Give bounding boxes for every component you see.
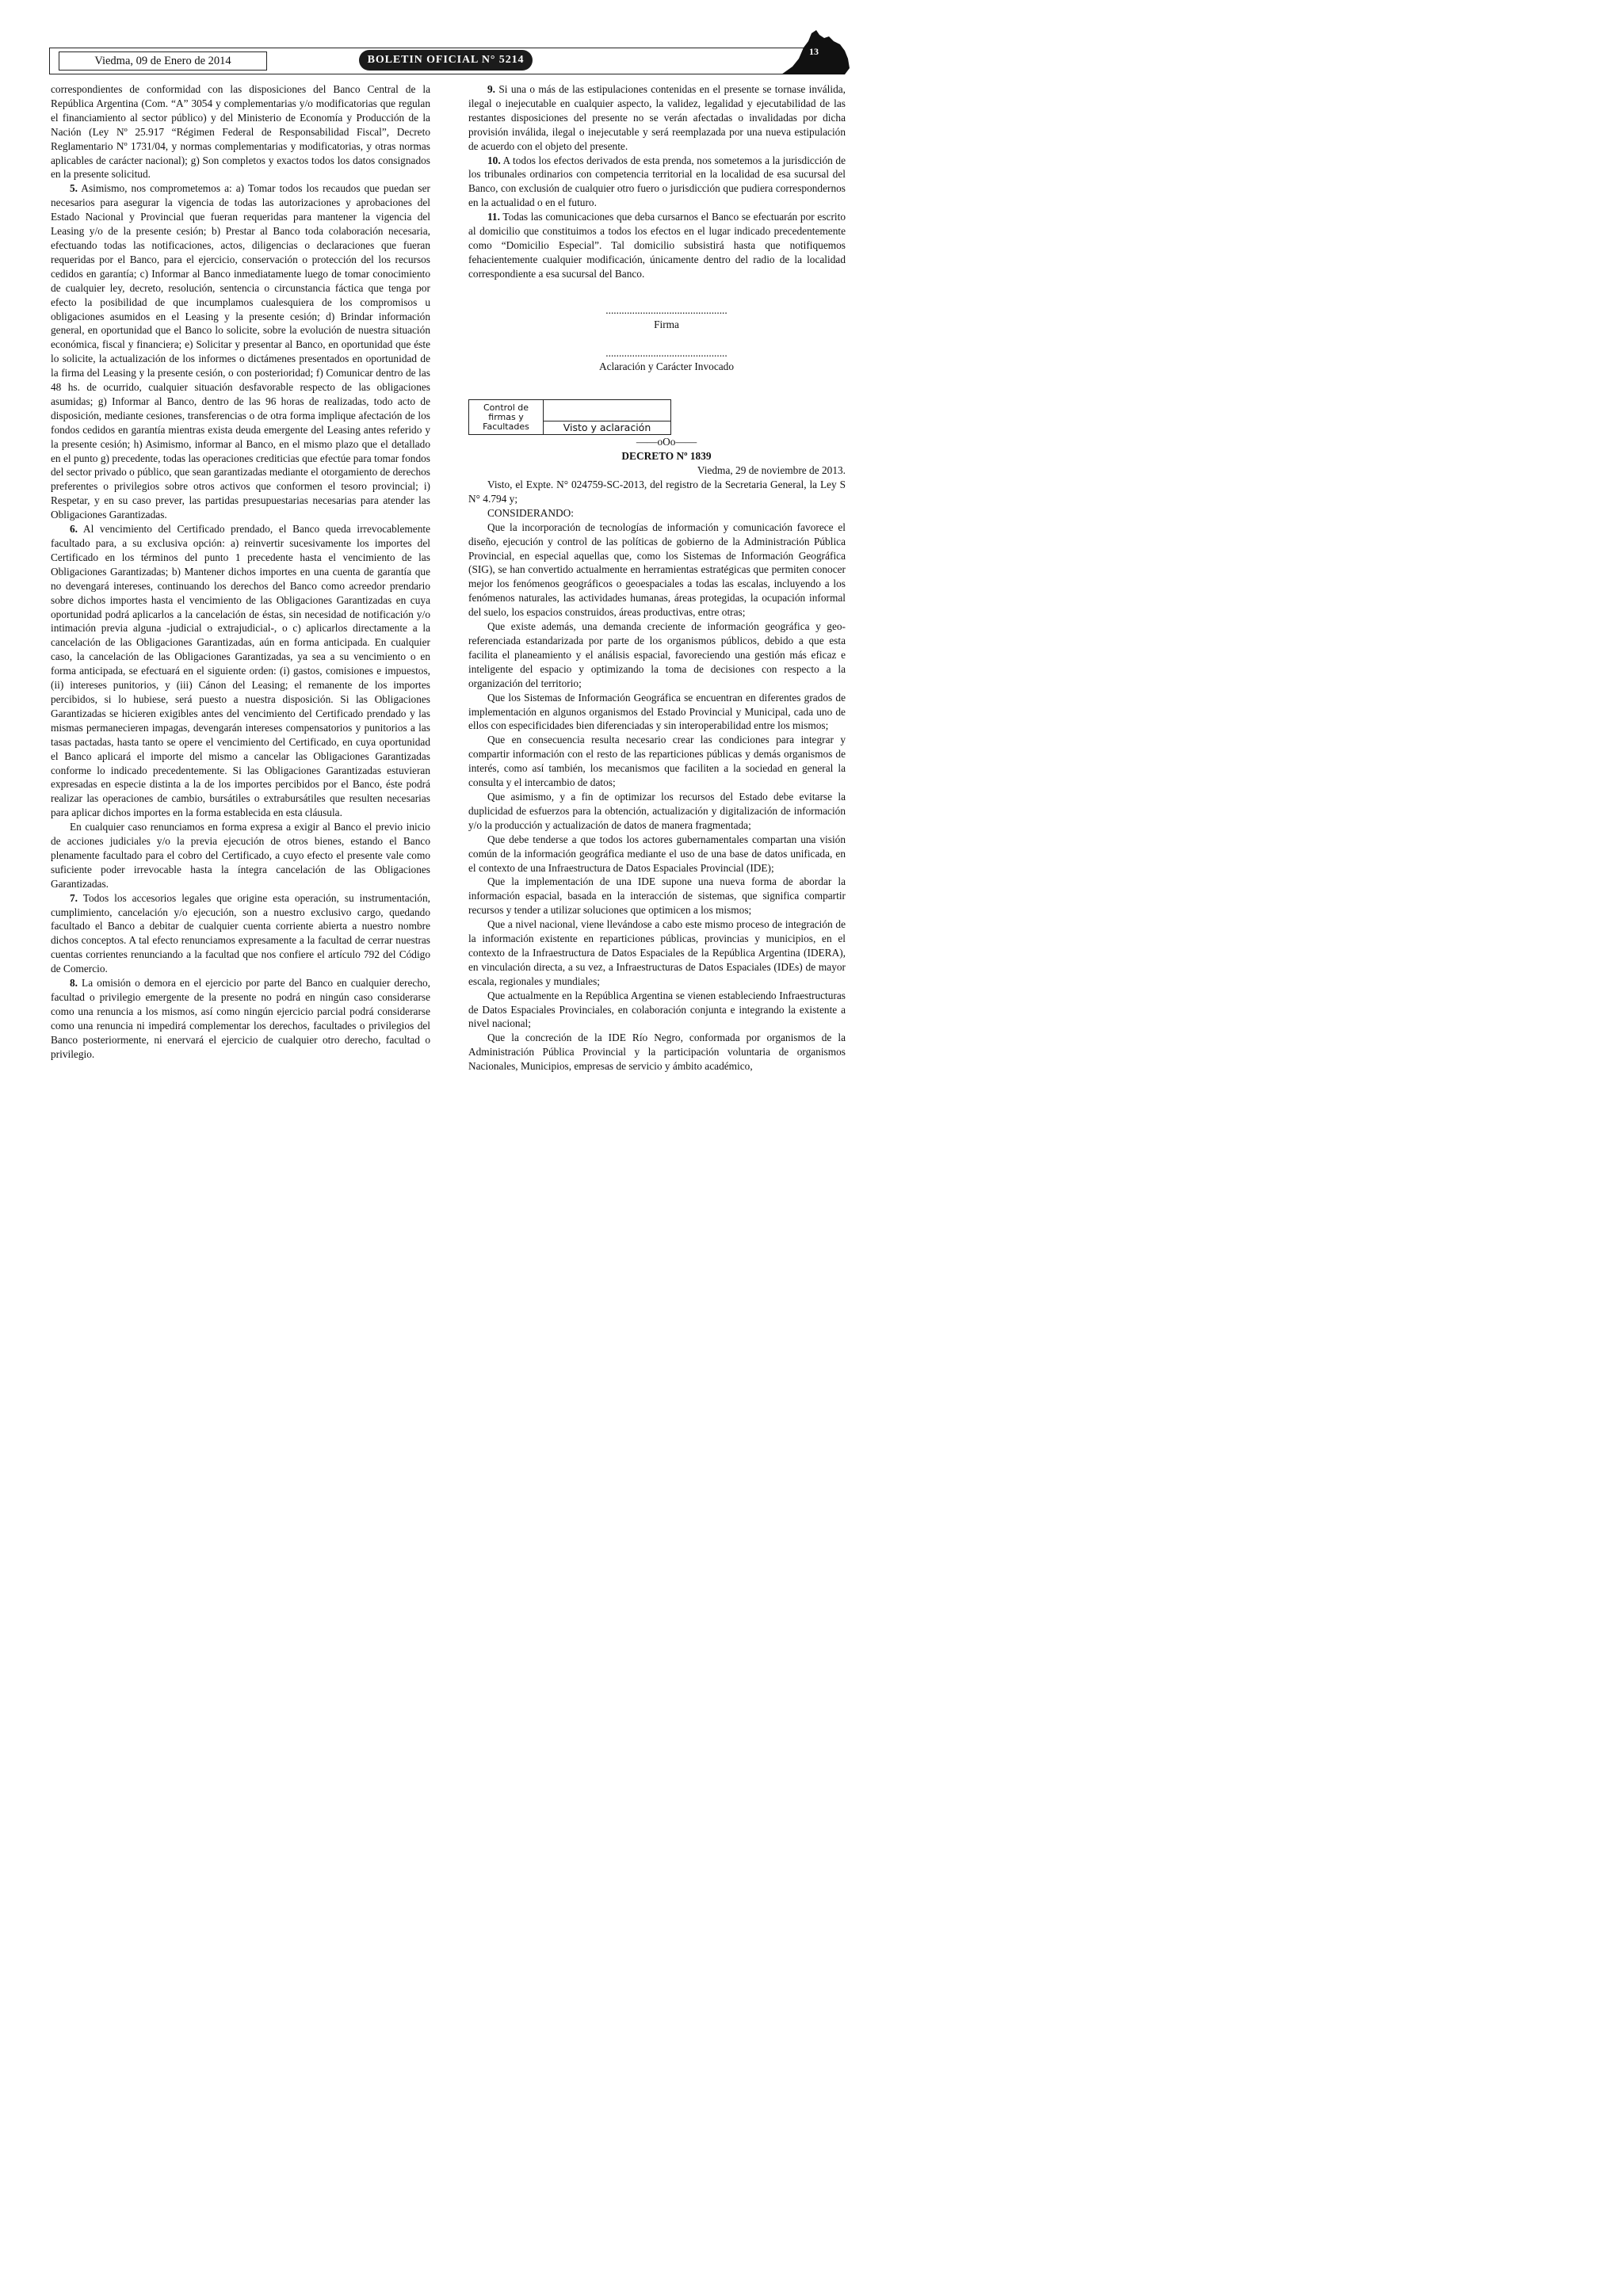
considerando-7: Que la implementación de una IDE supone una nueva forma de abordar la información espacial, basada en la interacción de sistemas, que significa compartir recursos y tender a utilizar soluciones que optimicen a los mismos;: [468, 875, 846, 917]
separator: ——oOo——: [636, 436, 697, 448]
considerando-3: Que los Sistemas de Información Geográfica se encuentran en diferentes grados de implementación en algunos organismos del Estado Provincial y Municipal, cada uno de ellos con especificidades bien diferenciadas y sin interoperabilidad entre los mismos;: [468, 691, 846, 732]
considerando-4: Que en consecuencia resulta necesario crear las condiciones para integrar y compartir información con el resto de las reparticiones públicas y demás organismos de interés, como así también, los mecanismos que faciliten a la sociedad en general la consulta y el intercambio de datos;: [468, 734, 846, 789]
clause-6-continuation: En cualquier caso renunciamos en forma expresa a exigir al Banco el previo inicio de acciones judiciales y/o la previa ejecución de otros bienes, estando el Banco plenamente facultado para el cobro del Certificado, a cuyo efecto el presente vale como suficiente poder irrevocable hasta la íntegra cancelación de las Obligaciones Garantizadas.: [51, 821, 430, 890]
decree-date: Viedma, 29 de noviembre de 2013.: [697, 464, 846, 477]
considerando-8: Que a nivel nacional, viene llevándose a cabo este mismo proceso de integración de la información existente en reparticiones públicas, provincias y municipios, en el contexto de la Infraestructura de Datos Espaciales de la República Argentina (IDERA), en vinculación directa, a su vez, a Infraestructuras de Datos Espaciales (IDEs) de mayor escala, regionales y mundiales;: [468, 918, 846, 987]
clause-5: [51, 181, 430, 522]
considerando-5: Que asimismo, y a fin de optimizar los recursos del Estado debe evitarse la duplicidad de esfuerzos para la obtención, actualización y digitalización de información y/o la producción y actualización de datos de manera fragmentada;: [468, 790, 846, 831]
clause-10: [468, 154, 846, 211]
considerando-6: Que debe tenderse a que todos los actores gubernamentales compartan una visión común de la información geográfica mediante el uso de una base de datos unificada, en el contexto de una Infraestructura de Datos Espaciales Provincial (IDE);: [468, 833, 846, 874]
clause-number: 5.: [70, 182, 78, 195]
clause-number: 9.: [487, 83, 496, 95]
clause-6: [51, 522, 430, 820]
clause-8: [51, 976, 430, 1061]
clause-text: La omisión o demora en el ejercicio por parte del Banco en cualquier derecho, facultad o privilegio emergente de la presente no podrá en ningún caso considerarse como una renuncia a los mismos, así como ningún ejercicio parcial podrá considerarse como una renuncia ni impedirá complementar los derechos, facultades o privilegios del Banco posteriormente, ni enervará el ejercicio de cualquier otro derecho, facultad o privilegio.: [51, 977, 430, 1060]
decree-title: DECRETO Nº 1839: [621, 450, 712, 463]
clause-7: [51, 891, 430, 976]
clause-number: 11.: [487, 211, 500, 223]
clause-11: [468, 210, 846, 281]
visto-cell: Visto y aclaración: [544, 421, 671, 435]
clause-number: 8.: [70, 977, 78, 990]
clause-text: Todos los accesorios legales que origine esta operación, su instrumentación, cumplimiento, cancelación y/o ejecución, son a nuestro exclusivo cargo, quedando facultado el Banco a debitar de cualquier cuenta corriente abierta a nuestro nombre dichos conceptos. A tal efecto renunciamos expresamente a la facultad de cerrar nuestras cuentas corrientes renunciando a la facultad que nos confiere el artículo 792 del Código de Comercio.: [51, 891, 430, 975]
control-table: [468, 399, 671, 435]
clause-text: A todos los efectos derivados de esta prenda, nos sometemos a la jurisdicción de los tribunales ordinarios con competencia territorial en la localidad de esa sucursal del Banco, con exclusión de cualquier otro fuero o jurisdicción que pudiera correspondernos en la actualidad o en el futuro.: [468, 154, 846, 209]
clause-number: 7.: [70, 891, 78, 904]
right-column: [468, 82, 846, 1074]
considerando-10: Que la concreción de la IDE Río Negro, conformada por organismos de la Administración Pública Provincial y la participación voluntaria de organismos Nacionales, Municipios, empresas de servicio y ámbito académico,: [468, 1032, 846, 1073]
clause-text: Al vencimiento del Certificado prendado, el Banco queda irrevocablemente facultado para, a su exclusiva opción: a) reinvertir sucesivamente los importes del Certificado en los términos del punto 1 precedente hasta el vencimiento de las Obligaciones Garantizadas; b) Mantener dichos importes en una cuenta de garantía que no devengará intereses, continuando los derechos del Banco como acreedor prendario sobre dichos importes hasta el vencimiento de las Obligaciones Garantizadas en cuya oportunidad podrá aplicarlos a la cancelación de éstas, sin necesidad de notificación y/o intimación previa alguna -judicial o extrajudicial-, o c) aplicarlos directamente a la cancelación de las Obligaciones Garantizadas, aún en forma anticipada. En cualquier caso, la cancelación de las Obligaciones Garantizadas, ya sea a su vencimiento o en forma anticipada, se efectuará en el siguiente orden: (i) gastos, comisiones e impuestos, (ii) intereses punitorios, y (iii) Cánon del Leasing; el remanente de los importes percibidos, si lo hubiese, será puesto a nuestra disposición. Si las Obligaciones Garantizadas se hicieren exigibles antes del vencimiento del Certificado prendado y las mismas permanecieren impagas, devengarán intereses compensatorios y punitorios a las tasas pactadas, hasta tanto se opere el vencimiento del Certificado, en cuya oportunidad el Banco aplicará el importe del mismo a cancelar las Obligaciones Garantizadas conforme lo indicado precedentemente. Si las Obligaciones Garantizadas estuvieran expresadas en especie distinta a la de los importes percibidos por el Banco, éste podrá realizar las operaciones de cambio, bursátiles o extrabursátiles que resulten necesarias para aplicar dichos importes en la forma establecida en esta cláusula.: [51, 523, 430, 819]
signature-line: ..............................................: [605, 303, 727, 316]
clause-text: Todas las comunicaciones que deba cursarnos el Banco se efectuarán por escrito al domicilio que constituimos a todos los efectos en el lugar indicado precedentemente como “Domicilio Especial”. Tal domicilio subsistirá hasta que notifiquemos fehacientemente cualquier modificación, únicamente dentro del radio de la localidad correspondiente a esa sucursal del Banco.: [468, 211, 846, 280]
clause-number: 6.: [70, 523, 78, 536]
clarification-line: ..............................................: [605, 346, 727, 359]
signature-caption: Firma: [654, 318, 679, 330]
considerando-9: Que actualmente en la República Argentina se vienen estableciendo Infraestructuras de Datos Espaciales Provinciales, en colaboración conjunta e integrando la existente a nivel nacional;: [468, 989, 846, 1030]
page-number: 13: [809, 46, 819, 57]
clause-text: Si una o más de las estipulaciones contenidas en el presente se tornase inválida, ilegal o inejecutable en cualquier aspecto, la validez, legalidad y ejecutabilidad de las restantes disposiciones del presente no se verán afectadas o invalidadas por dicha provisión inválida, ilegal o inejecutable y será reemplazada por una nueva estipulación de acuerdo con el objeto del presente.: [468, 83, 846, 152]
bulletin-title: BOLETIN OFICIAL N° 5214: [359, 50, 533, 71]
paragraph-continuation: correspondientes de conformidad con las disposiciones del Banco Central de la República Argentina (Com. “A” 3054 y complementarias y/o modificatorias que regulan el financiamiento al sector público) y del Ministerio de Economía y Producción de la Nación (Ley Nº 25.917 “Régimen Federal de Responsabilidad Fiscal”, Decreto Reglamentario Nº 1731/04, y normas complementarias y modificatorias, y otras normas aplicables de carácter nacional); g) Son completos y exactos todos los datos consignados en la presente solicitud.: [51, 83, 430, 181]
left-column: [51, 82, 430, 1062]
considerando-2: Que existe además, una demanda creciente de información geográfica y geo-referenciada estandarizada por parte de los organismos públicos, debido a que esta facilita el planeamiento y el análisis espacial, favoreciendo una gestión más eficaz e inteligente del espacio y optimizando la toma de decisiones con respecto a la organización del territorio;: [468, 620, 846, 689]
header-date: Viedma, 09 de Enero de 2014: [59, 51, 267, 71]
signature-block: [468, 303, 846, 375]
clarification-caption: Aclaración y Carácter Invocado: [598, 360, 735, 373]
control-blank-cell: [544, 400, 671, 421]
visto-paragraph: Visto, el Expte. N° 024759-SC-2013, del registro de la Secretaria General, la Ley S N° 4.794 y;: [468, 479, 846, 505]
page: [0, 0, 873, 1235]
considerando-heading: CONSIDERANDO:: [487, 506, 574, 519]
control-label: Control de firmas y Facultades: [469, 400, 544, 435]
clause-number: 10.: [487, 154, 501, 166]
considerando-1: Que la incorporación de tecnologías de información y comunicación favorece el diseño, ejecución y control de las políticas de gobierno de la Administración Pública Provincial, en especial aquellas que, como los Sistemas de Información Geográfica (SIG), se han convertido actualmente en herramientas estratégicas que permiten conocer mejor los fenómenos geográficos o geoespaciales a todas las escalas, incluyendo a los fenómenos naturales, las actividades humanas, áreas protegidas, la ocupación informal del suelo, los espacios construidos, áreas productivas, entre otras;: [468, 521, 846, 619]
clause-text: Asimismo, nos comprometemos a: a) Tomar todos los recaudos que puedan ser necesarios para asegurar la vigencia de todas las autorizaciones y aprobaciones del Estado Nacional y Provincial que fueran requeridas para mantener la vigencia del Leasing y/o de la presente cesión; b) Prestar al Banco toda colaboración necesaria, efectuando todas las notificaciones, actos, diligencias o declaraciones que fueran requeridas por el Banco, para el ejercicio, conservación o protección del los recursos cedidos en garantía; c) Informar al Banco inmediatamente luego de tomar conocimiento de cualquier ley, decreto, resolución, sentencia o circunstancia fáctica que tenga por efecto la posibilidad de que incumplamos cualesquiera de los compromisos u obligaciones asumidos en el Leasing y la presente cesión; d) Brindar información general, en oportunidad que el Banco lo solicite, sobre la evolución de nuestra situación económica, fiscal y financiera; e) Solicitar y presentar al Banco, en oportunidad que éste lo solicite, la actualización de los informes o dictámenes presentados en oportunidad de la firma del Leasing y la presente cesión, o con posterioridad; f) Comunicar dentro de las 48 hs. de ocurrido, cualquier situación desfavorable respecto de las obligaciones asumidas; g) Informar al Banco, dentro de las 96 horas de realizadas, todo acto de disposición, mediante cesiones, transferencias o de otra forma implique afectación de los fondos cedidos en garantía mientras exista deuda emergente del Leasing antes referido y la presente cesión; h) Asimismo, informar al Banco, en el mismo plazo que el detallado en el punto g) precedente, todas las operaciones crediticias que efectúe para tomar fondos del sector privado o público, que sean garantizadas mediante el otorgamiento de derechos preferentes o privilegios sobre otros activos que conformen el tesoro provincial; i) Respetar, y en su caso prever, las partidas presupuestarias necesarias para atender las Obligaciones Garantizadas.: [51, 182, 430, 521]
clause-9: [468, 82, 846, 154]
